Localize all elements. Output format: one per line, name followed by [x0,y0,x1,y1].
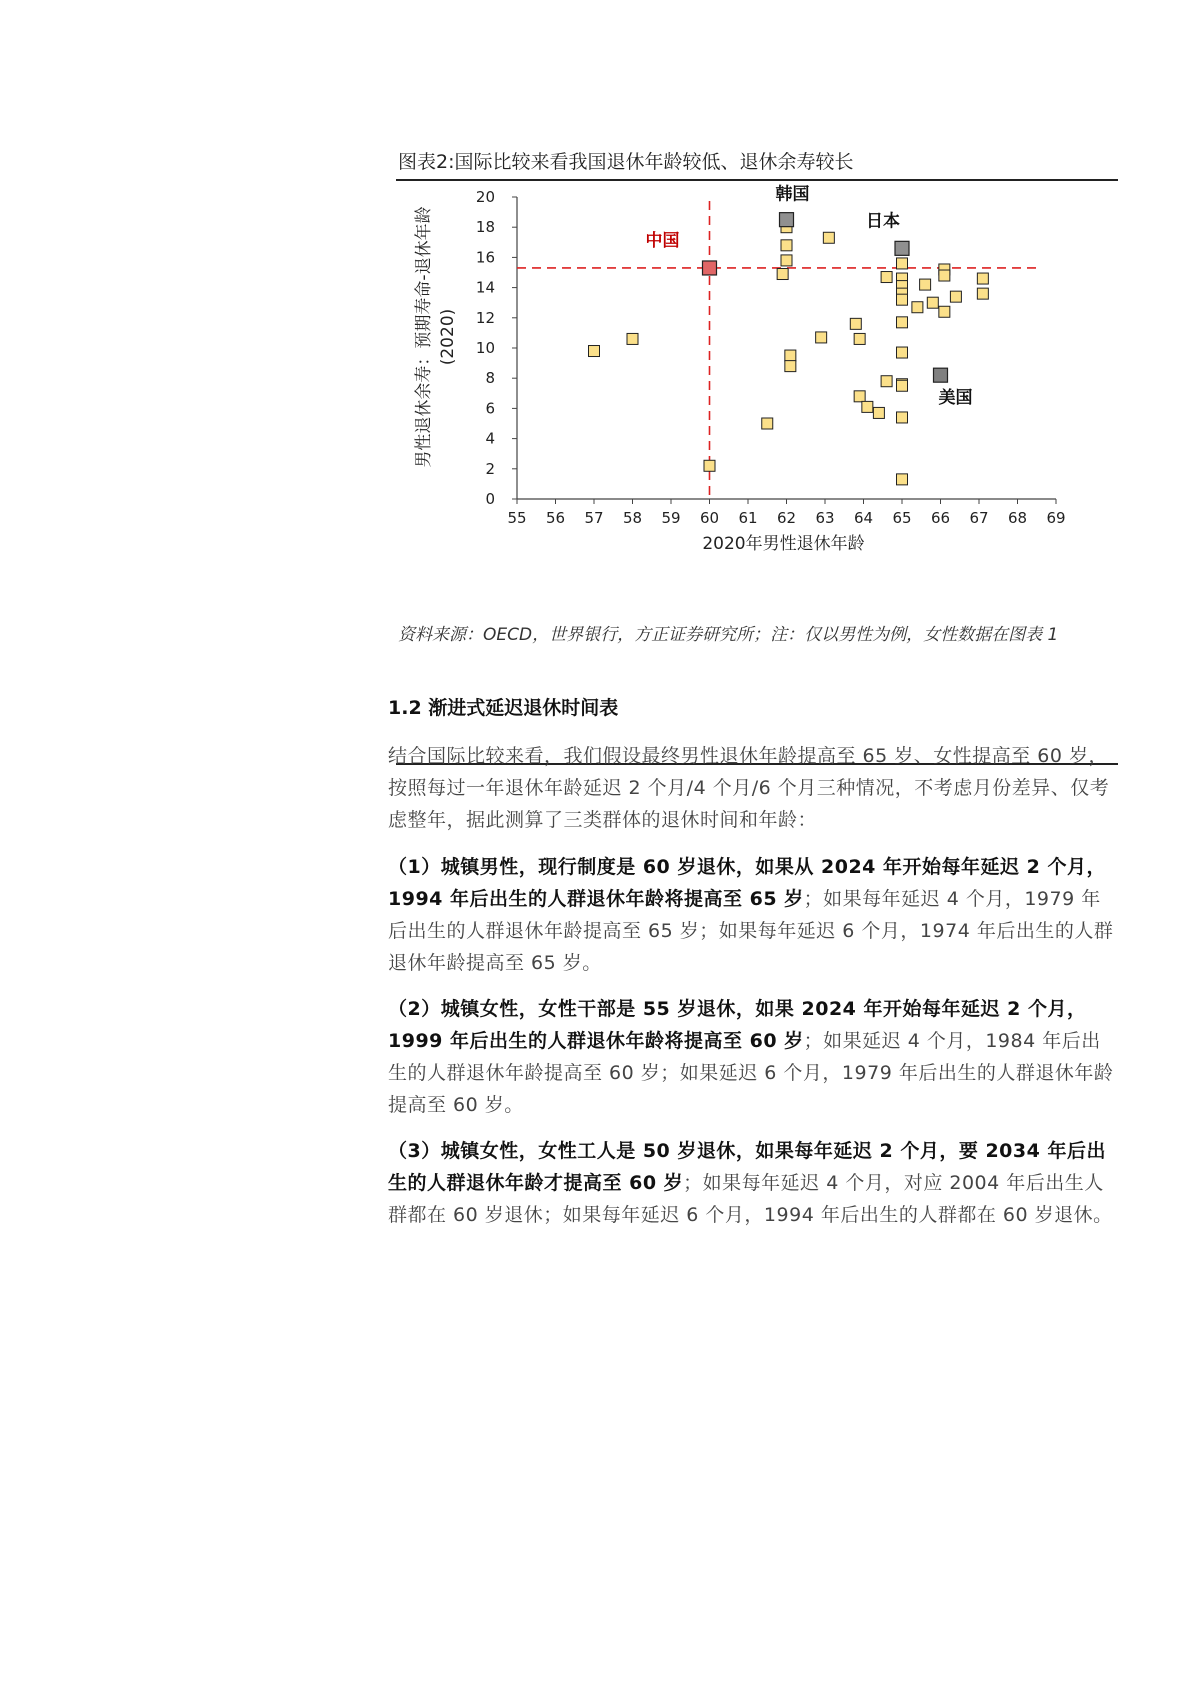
y-tick-label: 20 [475,188,495,206]
highlight-label: 中国 [645,230,680,251]
scatter-point [881,272,892,283]
scatter-point [912,302,923,313]
scatter-point [781,255,792,266]
paragraph-urban-male [388,851,1118,979]
x-tick-label: 65 [892,509,912,527]
paragraph-bold: （2）城镇女性，女性干部是 55 岁退休，如果 2024 年开始每年延迟 2 个月，1999 年后出生的人群退休年龄将提高至 60 岁 [388,998,1087,1052]
scatter-point [850,318,861,329]
y-tick-label: 2 [485,459,495,478]
x-tick-label: 67 [969,509,989,527]
scatter-point [823,232,834,243]
scatter-point [897,258,908,269]
scatter-point [950,291,961,302]
paragraph-bold: （1）城镇男性，现行制度是 60 岁退休，如果从 2024 年开始每年延迟 2 个月，1994 年后出生的人群退休年龄将提高至 65 岁 [388,856,1106,910]
x-tick-label: 55 [507,509,527,527]
scatter-point [920,279,931,290]
paragraph-bold: （3）城镇女性，女性工人是 50 岁退休，如果每年延迟 2 个月，要 2034 年后出生的人群退休年龄才提高至 60 岁 [388,1140,1106,1194]
figure-title: 图表2:国际比较来看我国退休年龄较低、退休余寿较长 [398,151,854,173]
section-title: 1.2 渐进式延迟退休时间表 [388,697,619,719]
scatter-point [762,418,773,429]
highlight-point [703,261,717,275]
scatter-point [704,460,715,471]
y-axis-title: 男性退休余寿：预期寿命-退休年龄 [414,206,434,468]
y-tick-label: 6 [485,399,495,418]
scatter-point [781,240,792,251]
figure-top-rule [396,179,1118,181]
highlight-point [895,241,909,255]
paragraph-urban-female-cadre [388,993,1118,1121]
y-tick-label: 12 [475,308,495,327]
y-tick-label: 16 [475,248,495,267]
scatter-point [881,376,892,387]
scatter-point [897,412,908,423]
scatter-point [816,332,827,343]
paragraph-urban-female-worker [388,1135,1118,1231]
x-tick-label: 66 [930,509,951,527]
y-axis-subtitle: (2020) [438,308,458,366]
scatter-point [897,380,908,391]
x-tick-label: 61 [738,509,758,527]
paragraph-text: ；如果每年延迟 4 个月，对应 2004 年后出生人群都在 60 岁退休；如果每年延迟 6 个月，1994 年后出生的人群都在 60 岁退休。 [388,1172,1113,1226]
scatter-point [977,288,988,299]
scatter-point [854,333,865,344]
scatter-point [977,273,988,284]
highlight-label: 韩国 [775,184,810,205]
scatter-point [589,346,600,357]
figure-source-note: 资料来源：OECD，世界银行，方正证券研究所；注：仅以男性为例，女性数据在图表 1 [398,625,1059,645]
scatter-point [897,347,908,358]
scatter-chart [396,182,1118,757]
scatter-point [777,269,788,280]
paragraph-intro [388,740,1118,836]
y-tick-label: 8 [485,369,495,388]
x-tick-label: 69 [1046,509,1066,527]
x-tick-label: 62 [776,509,797,527]
x-tick-label: 57 [584,509,604,527]
x-tick-label: 56 [545,509,566,527]
x-tick-label: 58 [622,509,643,527]
scatter-point [873,407,884,418]
scatter-point [854,391,865,402]
scatter-point [939,306,950,317]
paragraph-text: 结合国际比较来看，我们假设最终男性退休年龄提高至 65 岁、女性提高至 60 岁，按照每过一年退休年龄延迟 2 个月/4 个月/6 个月三种情况，不考虑月份差异、仅考虑整年，据此测算了三类群体的退休时间和年龄： [388,745,1110,831]
x-axis-title: 2020年男性退休年龄 [702,534,865,554]
scatter-point [939,270,950,281]
y-tick-label: 10 [475,339,495,357]
highlight-point [934,368,948,382]
paragraph-text: ；如果每年延迟 4 个月，1979 年后出生的人群退休年龄提高至 65 岁；如果每年延迟 6 个月，1974 年后出生的人群退休年龄提高至 65 岁。 [388,888,1114,974]
scatter-point [927,297,938,308]
figure [396,148,1118,554]
x-tick-label: 63 [815,509,835,527]
scatter-point [897,294,908,305]
y-tick-label: 18 [475,218,495,237]
scatter-point [897,474,908,485]
highlight-label: 日本 [866,211,900,232]
x-tick-label: 68 [1007,509,1028,527]
scatter-point [785,350,796,361]
scatter-point [785,361,796,372]
x-tick-label: 59 [661,509,681,527]
highlight-label: 美国 [938,388,973,409]
x-tick-label: 64 [853,509,874,527]
paragraph-text: ；如果延迟 4 个月，1984 年后出生的人群退休年龄提高至 60 岁；如果延迟 6 个月，1979 年后出生的人群退休年龄提高至 60 岁。 [388,1030,1114,1116]
y-tick-label: 0 [485,490,495,508]
x-tick-label: 60 [699,509,720,527]
scatter-point [897,317,908,328]
scatter-point [862,401,873,412]
y-tick-label: 4 [485,429,495,448]
highlight-point [780,213,794,227]
y-tick-label: 14 [475,278,495,297]
scatter-point [627,333,638,344]
